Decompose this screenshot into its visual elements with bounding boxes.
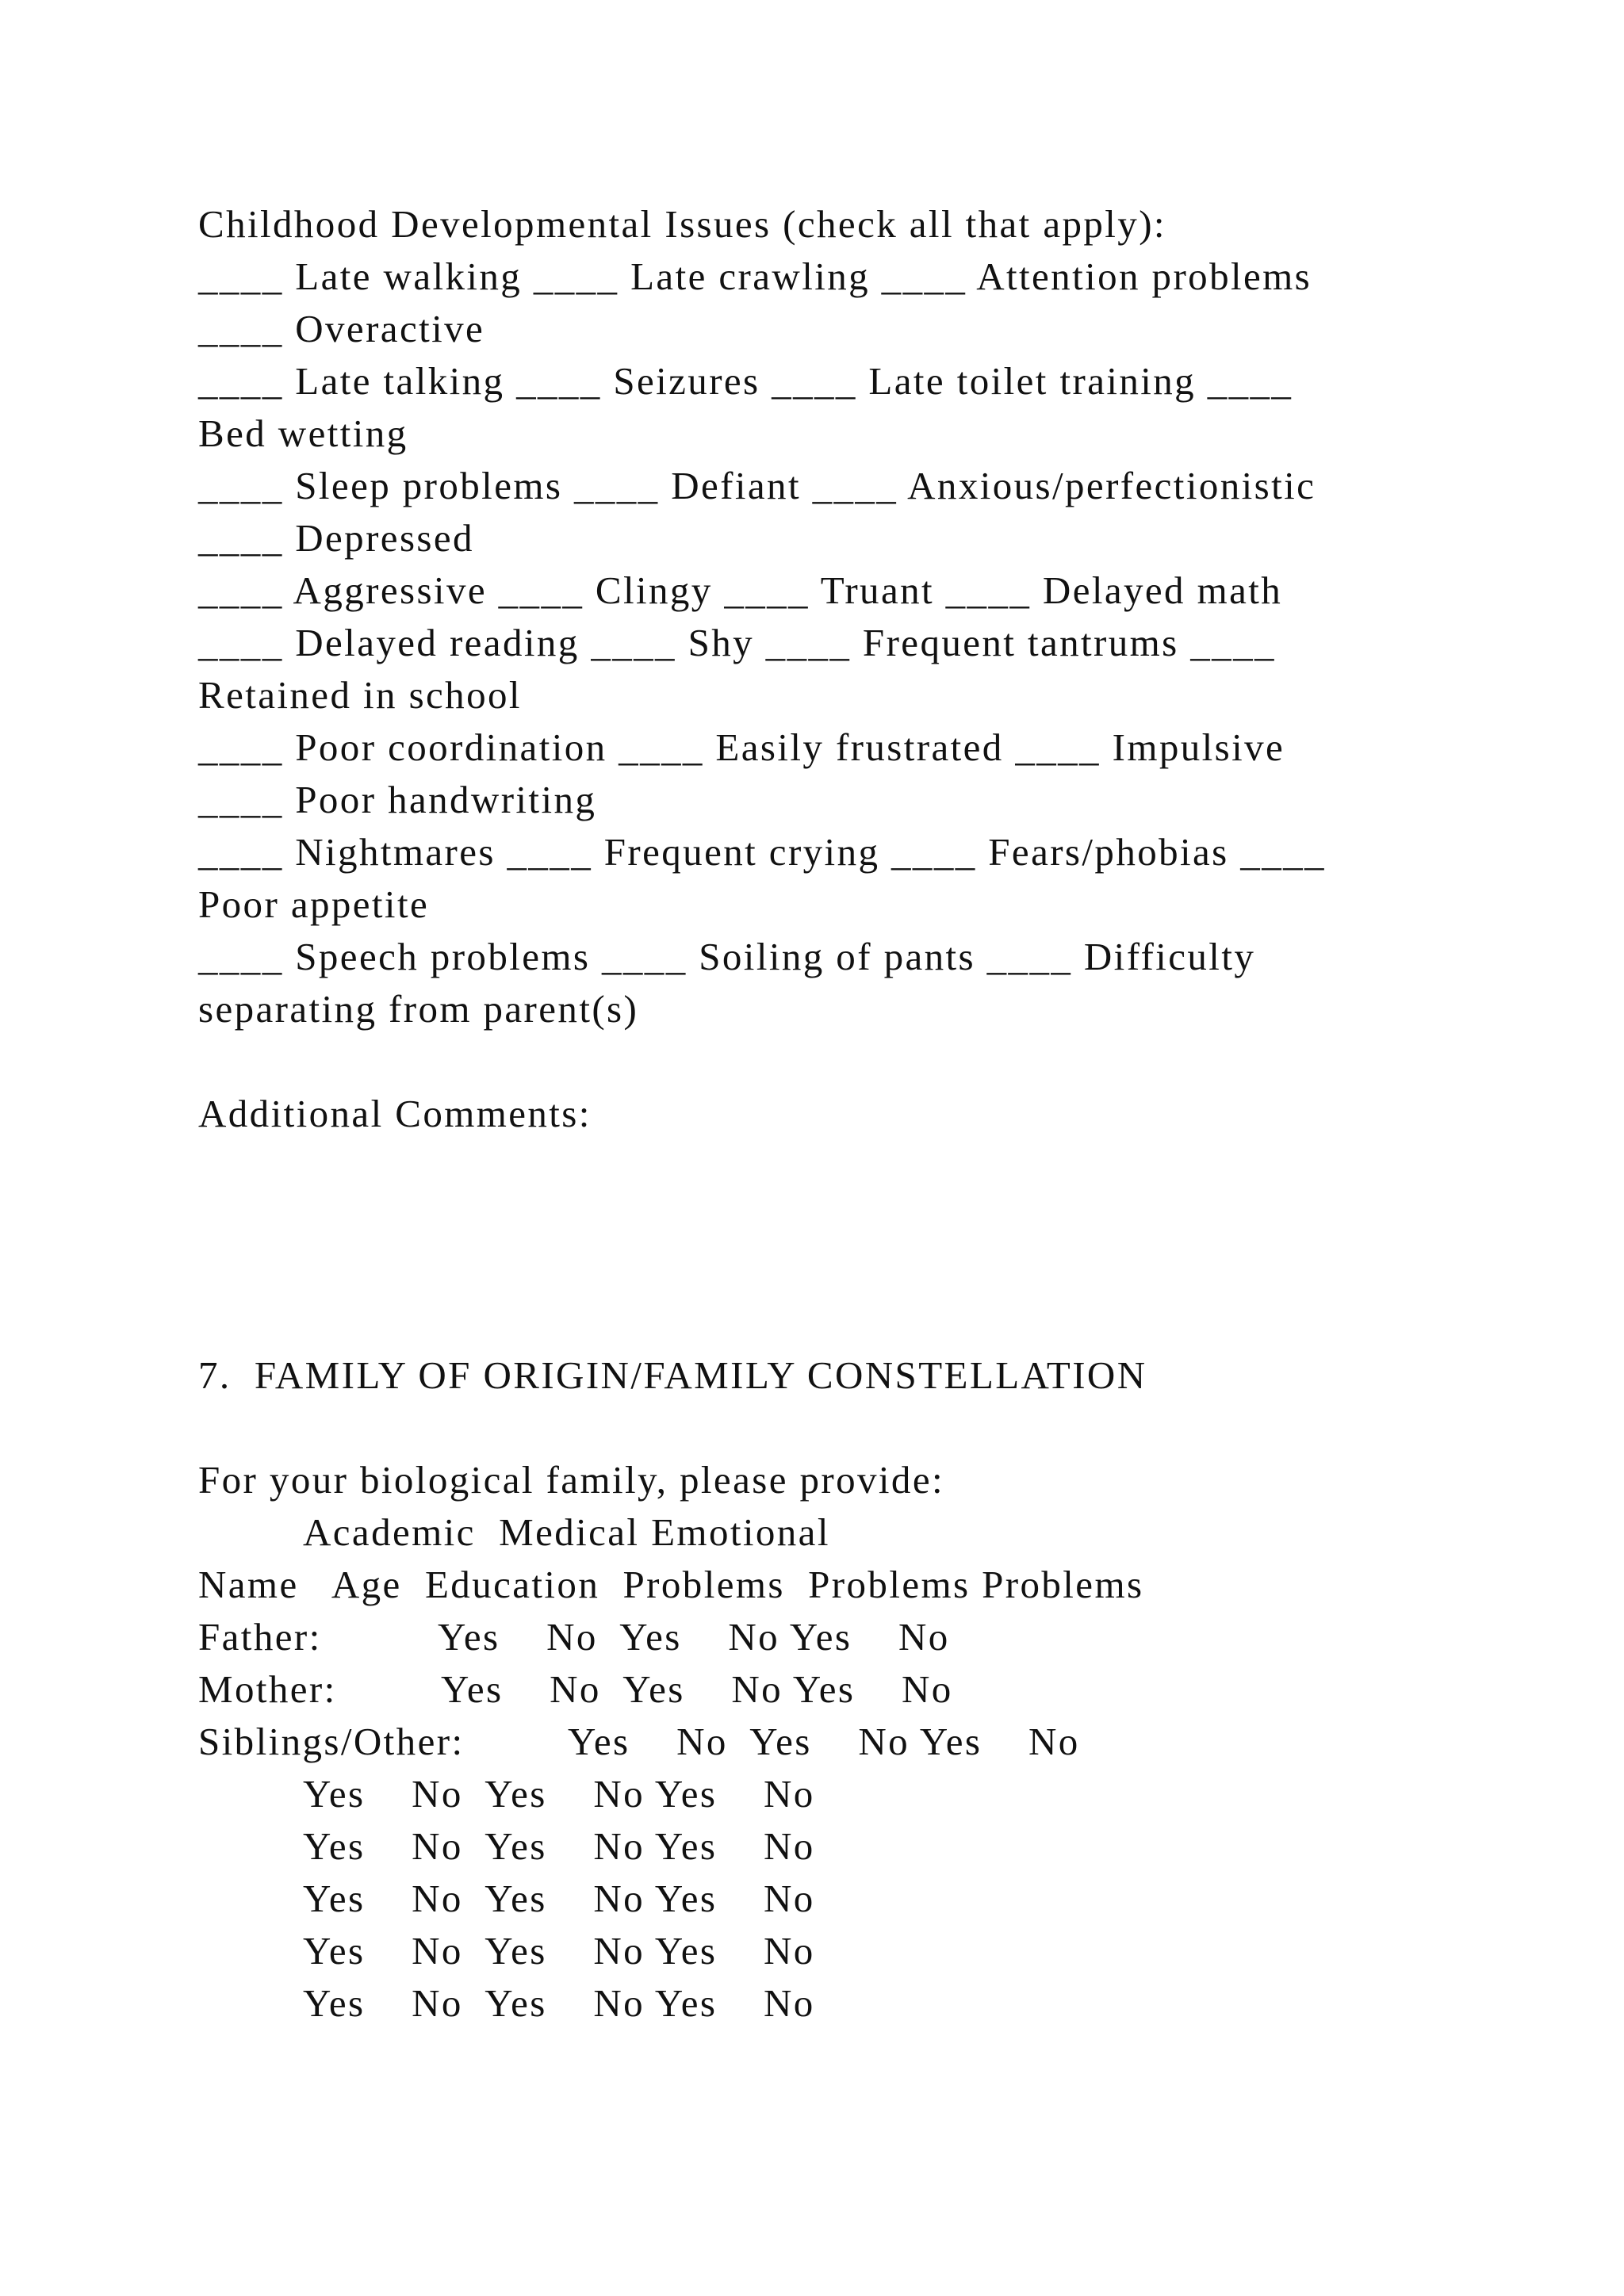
checklist-line: ____ Nightmares ____ Frequent crying ____ Fears/phobias ____ xyxy=(198,830,1326,874)
checklist-line: ____ Overactive xyxy=(198,307,485,350)
checklist-line: ____ Aggressive ____ Clingy ____ Truant ____ Delayed math xyxy=(198,568,1283,612)
checklist-line: ____ Late walking ____ Late crawling ____ Attention problems xyxy=(198,254,1312,298)
row-options-extra: Yes No Yes No Yes No xyxy=(303,1877,815,1920)
checklist-line: Poor appetite xyxy=(198,882,430,926)
table-header-columns: Name Age Education Problems Problems Problems xyxy=(198,1563,1144,1606)
row-options-extra: Yes No Yes No Yes No xyxy=(303,1824,815,1868)
row-options-mother: Yes No Yes No Yes No xyxy=(441,1667,953,1711)
row-label-father: Father: xyxy=(198,1615,322,1659)
checklist-line: ____ Late talking ____ Seizures ____ Late toilet training ____ xyxy=(198,359,1293,403)
row-label-siblings: Siblings/Other: xyxy=(198,1720,465,1763)
row-options-extra: Yes No Yes No Yes No xyxy=(303,1981,815,2025)
checklist-line: separating from parent(s) xyxy=(198,987,639,1031)
row-label-mother: Mother: xyxy=(198,1667,337,1711)
section-title: 7. FAMILY OF ORIGIN/FAMILY CONSTELLATION xyxy=(198,1353,1147,1397)
checklist-line: ____ Poor coordination ____ Easily frustrated ____ Impulsive xyxy=(198,725,1285,769)
additional-comments-label: Additional Comments: xyxy=(198,1092,592,1135)
table-header-top: Academic Medical Emotional xyxy=(303,1510,830,1554)
row-options-extra: Yes No Yes No Yes No xyxy=(303,1772,815,1816)
checklist-line: Bed wetting xyxy=(198,411,408,455)
checklist-line: ____ Sleep problems ____ Defiant ____ Anxious/perfectionistic xyxy=(198,464,1316,507)
checklist-line: ____ Depressed xyxy=(198,516,474,560)
developmental-heading: Childhood Developmental Issues (check all that apply): xyxy=(198,202,1166,246)
row-options-father: Yes No Yes No Yes No xyxy=(438,1615,950,1659)
row-options-extra: Yes No Yes No Yes No xyxy=(303,1929,815,1973)
checklist-line: Retained in school xyxy=(198,673,522,717)
checklist-line: ____ Speech problems ____ Soiling of pants ____ Difficulty xyxy=(198,935,1256,978)
row-options-siblings: Yes No Yes No Yes No xyxy=(568,1720,1080,1763)
checklist-line: ____ Delayed reading ____ Shy ____ Frequent tantrums ____ xyxy=(198,621,1276,664)
checklist-line: ____ Poor handwriting xyxy=(198,778,597,821)
family-intro: For your biological family, please provide: xyxy=(198,1458,944,1502)
